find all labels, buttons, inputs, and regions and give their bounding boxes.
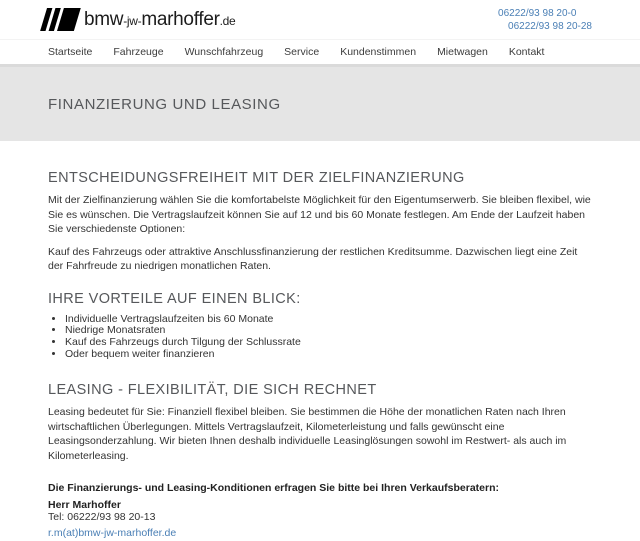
- nav-item-mietwagen[interactable]: Mietwagen: [437, 46, 488, 58]
- phone-number-secondary[interactable]: 06222/93 98 20-28: [508, 20, 592, 32]
- site-logo[interactable]: [34, 8, 235, 31]
- nav-item-startseite[interactable]: Startseite: [48, 46, 93, 58]
- list-item: • Oder bequem weiter finanzieren: [65, 349, 595, 361]
- financing-paragraph-1: Mit der Zielfinanzierung wählen Sie die komfortabelste Möglichkeit für den Eigentumserwerb. Sie bleiben flexibel, wie Sie es wünschen. Die Vertragslaufzeit können Sie auf 12 und bis 60 Monate festlegen. Am Ende der Laufzeit haben Sie verschiedenste Optionen:: [48, 194, 591, 235]
- list-item: • Individuelle Vertragslaufzeiten bis 60 Monate: [65, 314, 595, 326]
- financing-heading: ENTSCHEIDUNGSFREIHEIT MIT DER ZIELFINANZIERUNG: [48, 170, 465, 186]
- contact-intro: Die Finanzierungs- und Leasing-Konditionen erfragen Sie bitte bei Ihren Verkaufsberatern:: [48, 482, 499, 495]
- benefits-list: [65, 314, 595, 362]
- logo-text-marhoffer: marhoffer: [141, 9, 220, 30]
- main-navigation: [0, 40, 640, 64]
- leasing-heading: LEASING - FLEXIBILITÄT, DIE SICH RECHNET: [48, 382, 377, 399]
- logo-text-jw: -jw-: [123, 14, 142, 28]
- header-top-row: [0, 0, 640, 40]
- content-area: [0, 141, 640, 541]
- site-header: [0, 0, 640, 141]
- nav-item-kontakt[interactable]: Kontakt: [508, 46, 545, 58]
- contact-phone: Tel: 06222/93 98 20-13: [48, 510, 156, 523]
- header-phone-block: [498, 6, 592, 33]
- leasing-paragraph: Leasing bedeutet für Sie: Finanziell flexibel bleiben. Sie bestimmen die Höhe der monatlichen Raten nach Ihren wirtschaftlichen Überlegungen. Mittels Vertragslaufzeit, Kilometerleistung und falls gewünscht eine Leasingsonderzahlung. Wir bieten Ihnen deshalb individuelle Leasinglösungen sowohl im Restwert- als auch im Kilometerleasing.: [48, 406, 567, 462]
- page-title: FINANZIERUNG UND LEASING: [48, 95, 281, 113]
- logo-text-de: .de: [219, 14, 236, 28]
- list-item: • Kauf des Fahrzeugs durch Tilgung der Schlussrate: [65, 337, 595, 349]
- section-financing: [48, 170, 595, 274]
- financing-paragraph-2: Kauf des Fahrzeugs oder attraktive Anschlussfinanzierung der restlichen Kreditsumme. Dazwischen liegt eine Zeit der Fahrfreude zu niedrigen monatlichen Raten.: [48, 245, 578, 272]
- contact-block: [48, 482, 595, 541]
- site-name: [84, 10, 235, 29]
- section-leasing: [48, 382, 595, 463]
- contact-name: Herr Marhoffer: [48, 499, 121, 512]
- list-item: • Niedrige Monatsraten: [65, 325, 595, 337]
- phone-number-primary[interactable]: 06222/93 98 20-0: [498, 8, 577, 19]
- nav-item-kundenstimmen[interactable]: Kundenstimmen: [340, 46, 417, 58]
- page-title-banner: [0, 64, 640, 141]
- nav-item-wunschfahrzeug[interactable]: Wunschfahrzeug: [184, 46, 264, 58]
- logo-text-bmw: bmw: [84, 9, 124, 30]
- m-stripes-logo-icon: [34, 8, 80, 31]
- nav-item-service[interactable]: Service: [284, 46, 320, 58]
- section-benefits: [48, 291, 595, 362]
- contact-email-link[interactable]: r.m(at)bmw-jw-marhoffer.de: [48, 527, 177, 540]
- nav-item-fahrzeuge[interactable]: Fahrzeuge: [113, 46, 164, 58]
- benefits-heading: IHRE VORTEILE AUF EINEN BLICK:: [48, 290, 301, 307]
